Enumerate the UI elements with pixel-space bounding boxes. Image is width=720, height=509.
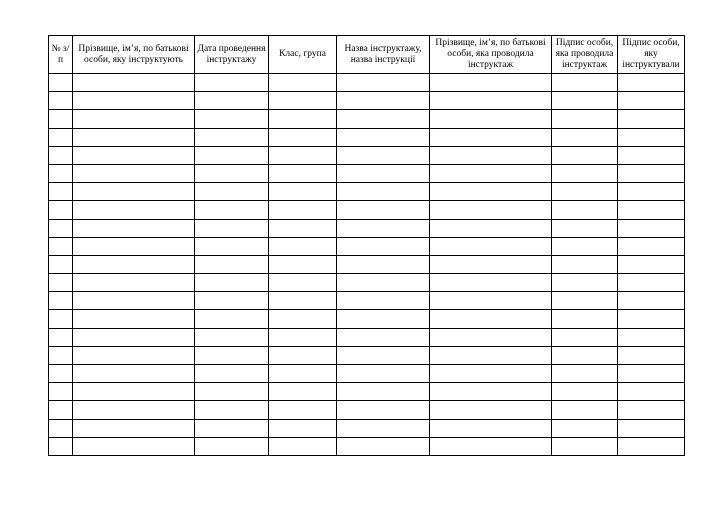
- table-cell-instructor-signature: [552, 255, 618, 273]
- table-cell-num: [49, 164, 73, 182]
- table-cell-date: [195, 201, 269, 219]
- table-cell-instructed-name: [73, 128, 195, 146]
- table-cell-instruction-name: [337, 346, 430, 364]
- table-cell-num: [49, 128, 73, 146]
- table-row: [49, 419, 685, 437]
- table-cell-date: [195, 110, 269, 128]
- table-cell-num: [49, 419, 73, 437]
- table-row: [49, 146, 685, 164]
- table-cell-class-group: [269, 92, 337, 110]
- table-cell-instructor-signature: [552, 128, 618, 146]
- table-cell-instructor-name: [430, 110, 552, 128]
- table-cell-date: [195, 219, 269, 237]
- table-cell-date: [195, 401, 269, 419]
- table-cell-instructed-name: [73, 74, 195, 92]
- table-cell-instruction-name: [337, 255, 430, 273]
- table-cell-instructor-name: [430, 346, 552, 364]
- table-cell-instructed-signature: [618, 110, 685, 128]
- table-cell-instructed-signature: [618, 183, 685, 201]
- table-cell-class-group: [269, 201, 337, 219]
- table-cell-num: [49, 328, 73, 346]
- table-cell-instructed-signature: [618, 164, 685, 182]
- table-cell-instructor-signature: [552, 237, 618, 255]
- table-cell-num: [49, 310, 73, 328]
- table-row: [49, 183, 685, 201]
- header-cell-class-group: Клас, група: [269, 36, 337, 74]
- table-cell-instructor-signature: [552, 146, 618, 164]
- table-row: [49, 255, 685, 273]
- table-cell-instruction-name: [337, 146, 430, 164]
- table-cell-class-group: [269, 255, 337, 273]
- table-cell-instructor-name: [430, 74, 552, 92]
- table-cell-instructed-signature: [618, 92, 685, 110]
- table-cell-instructed-name: [73, 310, 195, 328]
- table-cell-instructed-signature: [618, 346, 685, 364]
- table-cell-instructor-name: [430, 401, 552, 419]
- table-cell-instruction-name: [337, 201, 430, 219]
- table-cell-instructor-signature: [552, 74, 618, 92]
- table-cell-class-group: [269, 219, 337, 237]
- header-cell-instructed-person-name: Прізвище, ім’я, по батькові особи, яку інструктують: [73, 36, 195, 74]
- table-cell-instructed-name: [73, 201, 195, 219]
- table-cell-instructed-name: [73, 437, 195, 455]
- table-cell-instructed-signature: [618, 128, 685, 146]
- table-cell-class-group: [269, 274, 337, 292]
- table-row: [49, 237, 685, 255]
- table-row: [49, 274, 685, 292]
- table-cell-instructed-signature: [618, 274, 685, 292]
- table-row: [49, 92, 685, 110]
- table-cell-num: [49, 437, 73, 455]
- table-header: [49, 36, 685, 74]
- table-cell-instruction-name: [337, 419, 430, 437]
- table-cell-class-group: [269, 128, 337, 146]
- table-cell-instructed-name: [73, 274, 195, 292]
- table-cell-instruction-name: [337, 92, 430, 110]
- table-cell-instructor-signature: [552, 383, 618, 401]
- table-cell-num: [49, 401, 73, 419]
- table-cell-instruction-name: [337, 328, 430, 346]
- table-cell-class-group: [269, 310, 337, 328]
- table-cell-instruction-name: [337, 219, 430, 237]
- table-cell-class-group: [269, 146, 337, 164]
- table-cell-instructor-name: [430, 310, 552, 328]
- table-cell-class-group: [269, 346, 337, 364]
- table-cell-instructed-signature: [618, 365, 685, 383]
- table-cell-instructor-name: [430, 274, 552, 292]
- table-cell-num: [49, 274, 73, 292]
- table-cell-instruction-name: [337, 237, 430, 255]
- table-row: [49, 346, 685, 364]
- table-cell-instructed-signature: [618, 255, 685, 273]
- table-cell-instructor-signature: [552, 365, 618, 383]
- table-cell-date: [195, 346, 269, 364]
- table-cell-date: [195, 183, 269, 201]
- header-cell-number: № з/п: [49, 36, 73, 74]
- table-cell-num: [49, 237, 73, 255]
- table-cell-instructor-name: [430, 219, 552, 237]
- table-cell-instructed-name: [73, 365, 195, 383]
- instruction-journal-page: [48, 35, 684, 456]
- table-cell-instruction-name: [337, 164, 430, 182]
- table-cell-instruction-name: [337, 74, 430, 92]
- table-cell-instructed-name: [73, 401, 195, 419]
- table-row: [49, 365, 685, 383]
- table-cell-date: [195, 164, 269, 182]
- table-cell-instructor-name: [430, 164, 552, 182]
- table-row: [49, 201, 685, 219]
- table-cell-instructor-signature: [552, 201, 618, 219]
- table-cell-instructor-name: [430, 419, 552, 437]
- header-cell-instructor-name: Прізвище, ім’я, по батькові особи, яка проводила інструктаж: [430, 36, 552, 74]
- table-cell-instructed-signature: [618, 237, 685, 255]
- table-cell-instructor-signature: [552, 346, 618, 364]
- table-cell-date: [195, 292, 269, 310]
- table-row: [49, 383, 685, 401]
- table-cell-instructed-signature: [618, 292, 685, 310]
- table-cell-instructed-signature: [618, 219, 685, 237]
- header-row: [49, 36, 685, 74]
- table-cell-instructed-name: [73, 346, 195, 364]
- table-cell-instructed-name: [73, 110, 195, 128]
- table-cell-instructor-signature: [552, 92, 618, 110]
- table-cell-instructed-name: [73, 383, 195, 401]
- table-row: [49, 164, 685, 182]
- table-cell-instruction-name: [337, 401, 430, 419]
- table-cell-class-group: [269, 328, 337, 346]
- table-row: [49, 292, 685, 310]
- table-cell-instructed-signature: [618, 437, 685, 455]
- table-cell-instructed-signature: [618, 146, 685, 164]
- table-cell-date: [195, 383, 269, 401]
- table-cell-class-group: [269, 437, 337, 455]
- header-cell-instructed-signature: Підпис особи, яку інструктували: [618, 36, 685, 74]
- table-cell-instructor-name: [430, 437, 552, 455]
- table-cell-class-group: [269, 292, 337, 310]
- table-cell-instructed-name: [73, 183, 195, 201]
- table-row: [49, 219, 685, 237]
- table-cell-date: [195, 365, 269, 383]
- table-cell-instructor-name: [430, 237, 552, 255]
- table-cell-instructed-name: [73, 255, 195, 273]
- table-cell-instructed-name: [73, 164, 195, 182]
- table-cell-date: [195, 74, 269, 92]
- table-cell-instructed-signature: [618, 74, 685, 92]
- header-cell-instructor-signature: Підпис особи, яка проводила інструктаж: [552, 36, 618, 74]
- table-cell-instruction-name: [337, 274, 430, 292]
- instruction-journal-table: [48, 35, 685, 456]
- table-cell-num: [49, 292, 73, 310]
- table-row: [49, 128, 685, 146]
- table-cell-instructed-name: [73, 237, 195, 255]
- table-cell-instructor-name: [430, 92, 552, 110]
- table-cell-instructor-name: [430, 328, 552, 346]
- table-cell-instruction-name: [337, 292, 430, 310]
- table-cell-num: [49, 219, 73, 237]
- table-cell-num: [49, 183, 73, 201]
- table-cell-class-group: [269, 365, 337, 383]
- table-cell-instructed-signature: [618, 328, 685, 346]
- table-cell-instructor-signature: [552, 164, 618, 182]
- table-cell-date: [195, 310, 269, 328]
- table-cell-instructed-signature: [618, 401, 685, 419]
- table-cell-instructed-signature: [618, 201, 685, 219]
- table-cell-instructed-name: [73, 419, 195, 437]
- table-cell-instruction-name: [337, 310, 430, 328]
- table-cell-instructor-name: [430, 128, 552, 146]
- table-cell-num: [49, 255, 73, 273]
- table-row: [49, 74, 685, 92]
- header-cell-instruction-title: Назва інструктажу, назва інструкції: [337, 36, 430, 74]
- table-cell-instruction-name: [337, 365, 430, 383]
- table-cell-num: [49, 383, 73, 401]
- table-cell-date: [195, 437, 269, 455]
- table-cell-num: [49, 74, 73, 92]
- table-cell-instructor-name: [430, 383, 552, 401]
- table-cell-instructor-signature: [552, 310, 618, 328]
- table-cell-class-group: [269, 419, 337, 437]
- table-cell-instruction-name: [337, 383, 430, 401]
- table-cell-date: [195, 92, 269, 110]
- table-cell-date: [195, 274, 269, 292]
- table-cell-date: [195, 128, 269, 146]
- header-cell-instruction-date: Дата проведення інструктажу: [195, 36, 269, 74]
- table-cell-class-group: [269, 237, 337, 255]
- table-cell-class-group: [269, 110, 337, 128]
- table-cell-instructor-signature: [552, 437, 618, 455]
- table-cell-instructed-name: [73, 219, 195, 237]
- table-cell-instructor-name: [430, 292, 552, 310]
- table-cell-num: [49, 146, 73, 164]
- table-cell-instructor-signature: [552, 328, 618, 346]
- table-cell-instructed-name: [73, 292, 195, 310]
- table-cell-instructor-name: [430, 146, 552, 164]
- table-cell-instructor-signature: [552, 419, 618, 437]
- table-cell-instructor-signature: [552, 401, 618, 419]
- table-row: [49, 437, 685, 455]
- table-cell-date: [195, 237, 269, 255]
- table-row: [49, 310, 685, 328]
- table-cell-instruction-name: [337, 437, 430, 455]
- table-cell-instruction-name: [337, 128, 430, 146]
- table-cell-instructor-signature: [552, 292, 618, 310]
- table-cell-date: [195, 146, 269, 164]
- table-cell-num: [49, 92, 73, 110]
- table-body: [49, 74, 685, 456]
- table-cell-instructor-signature: [552, 183, 618, 201]
- table-cell-instruction-name: [337, 183, 430, 201]
- table-row: [49, 401, 685, 419]
- table-cell-num: [49, 110, 73, 128]
- table-cell-instructor-signature: [552, 274, 618, 292]
- table-cell-class-group: [269, 401, 337, 419]
- table-cell-num: [49, 365, 73, 383]
- table-cell-instructed-name: [73, 92, 195, 110]
- table-cell-num: [49, 201, 73, 219]
- table-cell-class-group: [269, 183, 337, 201]
- table-cell-date: [195, 328, 269, 346]
- table-cell-class-group: [269, 383, 337, 401]
- table-row: [49, 110, 685, 128]
- table-cell-instructed-name: [73, 146, 195, 164]
- table-cell-num: [49, 346, 73, 364]
- table-cell-instructor-name: [430, 183, 552, 201]
- table-cell-instructed-signature: [618, 383, 685, 401]
- table-cell-instructor-name: [430, 201, 552, 219]
- table-cell-instructed-signature: [618, 419, 685, 437]
- table-cell-instructed-name: [73, 328, 195, 346]
- table-cell-instructor-signature: [552, 110, 618, 128]
- table-row: [49, 328, 685, 346]
- table-cell-instructor-name: [430, 365, 552, 383]
- table-cell-instructed-signature: [618, 310, 685, 328]
- table-cell-class-group: [269, 74, 337, 92]
- table-cell-instruction-name: [337, 110, 430, 128]
- table-cell-instructor-signature: [552, 219, 618, 237]
- table-cell-instructor-name: [430, 255, 552, 273]
- table-cell-class-group: [269, 164, 337, 182]
- table-cell-date: [195, 255, 269, 273]
- table-cell-date: [195, 419, 269, 437]
